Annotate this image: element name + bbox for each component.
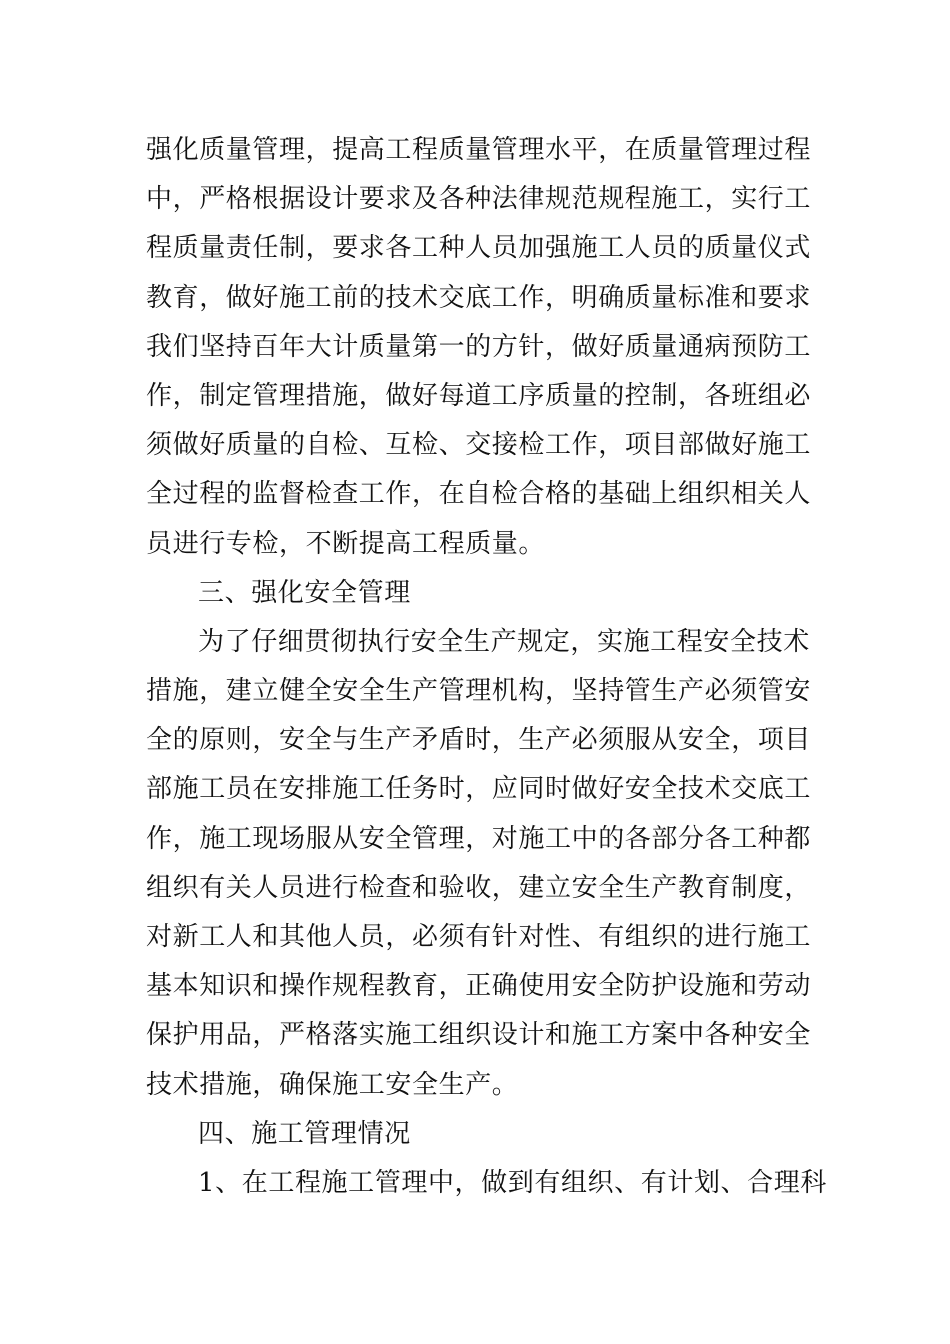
text-line: 1、在工程施工管理中，做到有组织、有计划、合理科 <box>198 1167 827 1198</box>
text-line: 强化质量管理，提高工程质量管理水平，在质量管理过程 <box>146 135 812 165</box>
text-line: 技术措施，确保施工安全生产。 <box>146 1069 519 1100</box>
text-line: 为了仔细贯彻执行安全生产规定，实施工程安全技术 <box>198 626 810 657</box>
text-line: 措施，建立健全安全生产管理机构，坚持管生产必须管安 <box>146 676 812 707</box>
text-line: 作，施工现场服从安全管理，对施工中的各部分各工种都 <box>146 823 812 854</box>
text-line: 对新工人和其他人员，必须有针对性、有组织的进行施工 <box>146 922 812 952</box>
text-line: 基本知识和操作规程教育，正确使用安全防护设施和劳动 <box>146 971 812 1002</box>
text-line: 全的原则，安全与生产矛盾时，生产必须服从安全，项目 <box>146 725 812 756</box>
text-line: 教育，做好施工前的技术交底工作，明确质量标准和要求 <box>146 282 812 313</box>
text-line: 中，严格根据设计要求及各种法律规范规程施工，实行工 <box>146 184 812 215</box>
text-line: 全过程的监督检查工作，在自检合格的基础上组织相关人 <box>146 479 812 510</box>
section-heading-safety: 三、强化安全管理 <box>198 577 411 608</box>
text-line: 保护用品，严格落实施工组织设计和施工方案中各种安全 <box>146 1020 812 1051</box>
text-line: 我们坚持百年大计质量第一的方针，做好质量通病预防工 <box>146 331 812 362</box>
text-line: 作，制定管理措施，做好每道工序质量的控制，各班组必 <box>146 380 812 411</box>
text-line: 部施工员在安排施工任务时，应同时做好安全技术交底工 <box>146 774 812 805</box>
section-heading-construction: 四、施工管理情况 <box>198 1118 411 1149</box>
document-body <box>146 126 827 1208</box>
text-line: 程质量责任制，要求各工种人员加强施工人员的质量仪式 <box>146 233 812 264</box>
text-line: 须做好质量的自检、互检、交接检工作，项目部做好施工 <box>146 430 812 461</box>
text-line: 员进行专检，不断提高工程质量。 <box>146 528 546 559</box>
text-line: 组织有关人员进行检查和验收，建立安全生产教育制度， <box>146 872 812 903</box>
